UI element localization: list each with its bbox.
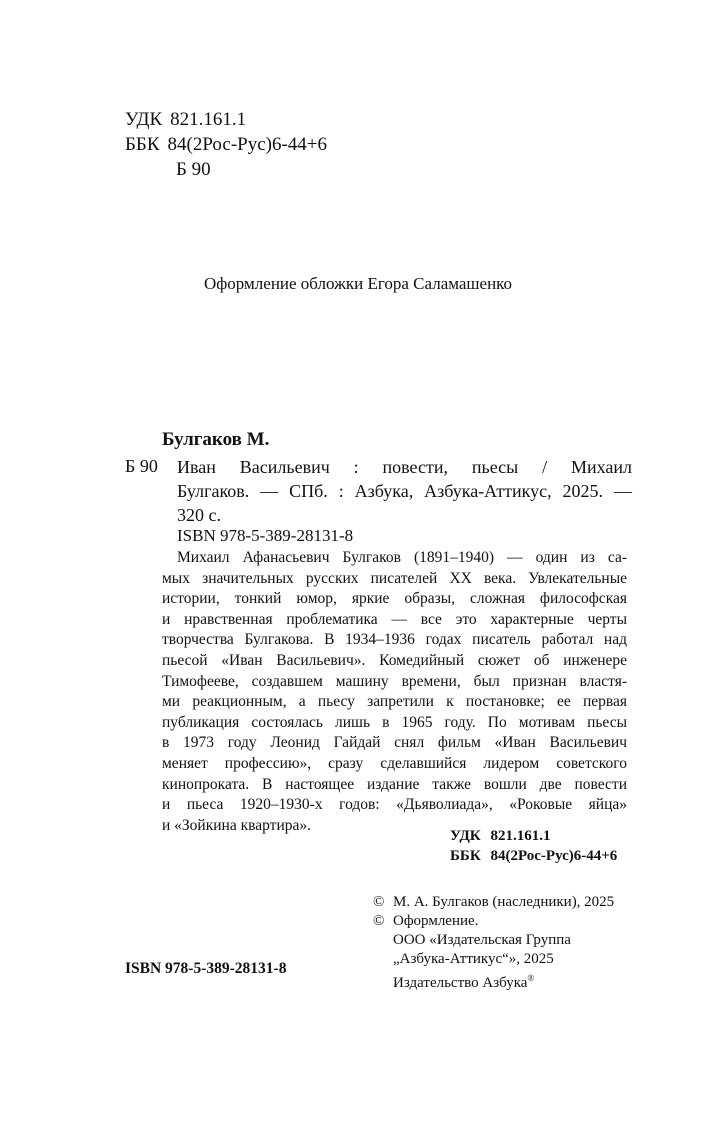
card-bbk <box>450 846 617 866</box>
registered-mark: ® <box>527 973 535 983</box>
card-author-sign: Б 90 <box>125 456 158 476</box>
card-title-line: Иван Васильевич : повести, пьесы / Михаил <box>177 457 632 477</box>
card-bbk-label: ББК <box>450 848 481 864</box>
copyright-symbol: © <box>373 894 385 910</box>
copyright-block <box>373 893 614 993</box>
card-udk-value: 821.161.1 <box>490 828 551 844</box>
annotation-line: Тимофееве, создавшем машину времени, был признан властя- <box>162 672 627 690</box>
copyright-line-publisher <box>373 931 614 950</box>
top-author-sign: Б 90 <box>176 159 211 180</box>
isbn-bottom: ISBN 978-5-389-28131-8 <box>125 960 287 977</box>
copyright-symbol: © <box>373 913 385 929</box>
copyright-line-design <box>373 912 614 931</box>
annotation-line: меняет профессию», сразу сделавшийся лидером советского <box>162 754 627 772</box>
copyright-design: Оформление. <box>393 913 479 929</box>
top-udk <box>125 108 246 132</box>
annotation-line: истории, тонкий юмор, яркие образы, сложная философская <box>162 590 627 608</box>
annotation-line: и «Зойкина квартира». <box>162 816 311 834</box>
card-udk-label: УДК <box>450 828 481 844</box>
copyright-imprint: Издательство Азбука <box>393 975 528 991</box>
annotation <box>162 548 627 836</box>
udk-label: УДК <box>125 109 163 130</box>
card-title-line: Булгаков. — СПб. : Азбука, Азбука-Аттикус, 2025. — <box>177 481 632 501</box>
copyright-line-publisher-2 <box>373 950 614 969</box>
annotation-line: и пьеса 1920–1930-х годов: «Дьяволиада», «Роковые яйца» <box>162 796 627 814</box>
copyright-line-author <box>373 893 614 912</box>
annotation-line: творчества Булгакова. В 1934–1936 годах писатель работал над <box>162 631 627 649</box>
annotation-line: публикация состоялась лишь в 1965 году. По мотивам пьесы <box>162 713 627 731</box>
annotation-line: и нравственная проблематика — все это характерные черты <box>162 610 627 628</box>
annotation-line: кинопроката. В настоящее издание также вошли две повести <box>162 775 627 793</box>
annotation-line: пьесой «Иван Васильевич». Комедийный сюжет об инженере <box>162 651 627 669</box>
udk-value: 821.161.1 <box>170 109 247 130</box>
card-udk <box>450 826 550 846</box>
copyright-author: М. А. Булгаков (наследники), 2025 <box>393 894 615 910</box>
copyright-line-imprint <box>373 969 614 993</box>
card-author: Булгаков М. <box>162 429 270 450</box>
card-title-line: 320 с. <box>177 505 221 525</box>
cover-credit: Оформление обложки Егора Саламашенко <box>204 274 513 293</box>
bbk-value: 84(2Рос-Рус)6-44+6 <box>167 134 328 155</box>
card-title <box>177 455 632 527</box>
annotation-line: ми реакционным, а пьесу запретили к постановке; ее первая <box>162 693 627 711</box>
card-bbk-value: 84(2Рос-Рус)6-44+6 <box>490 848 618 864</box>
annotation-line: в 1973 году Леонид Гайдай снял фильм «Иван Васильевич <box>162 734 627 752</box>
copyright-publisher-name: „Азбука-Аттикус“», 2025 <box>393 951 554 967</box>
annotation-line: Михаил Афанасьевич Булгаков (1891–1940) — один из са- <box>177 549 627 566</box>
card-isbn: ISBN 978-5-389-28131-8 <box>177 526 354 545</box>
annotation-line: мых значительных русских писателей XX века. Увлекательные <box>162 569 627 587</box>
top-bbk <box>125 133 327 157</box>
bbk-label: ББК <box>125 134 160 155</box>
copyright-publisher: ООО «Издательская Группа <box>393 932 571 948</box>
